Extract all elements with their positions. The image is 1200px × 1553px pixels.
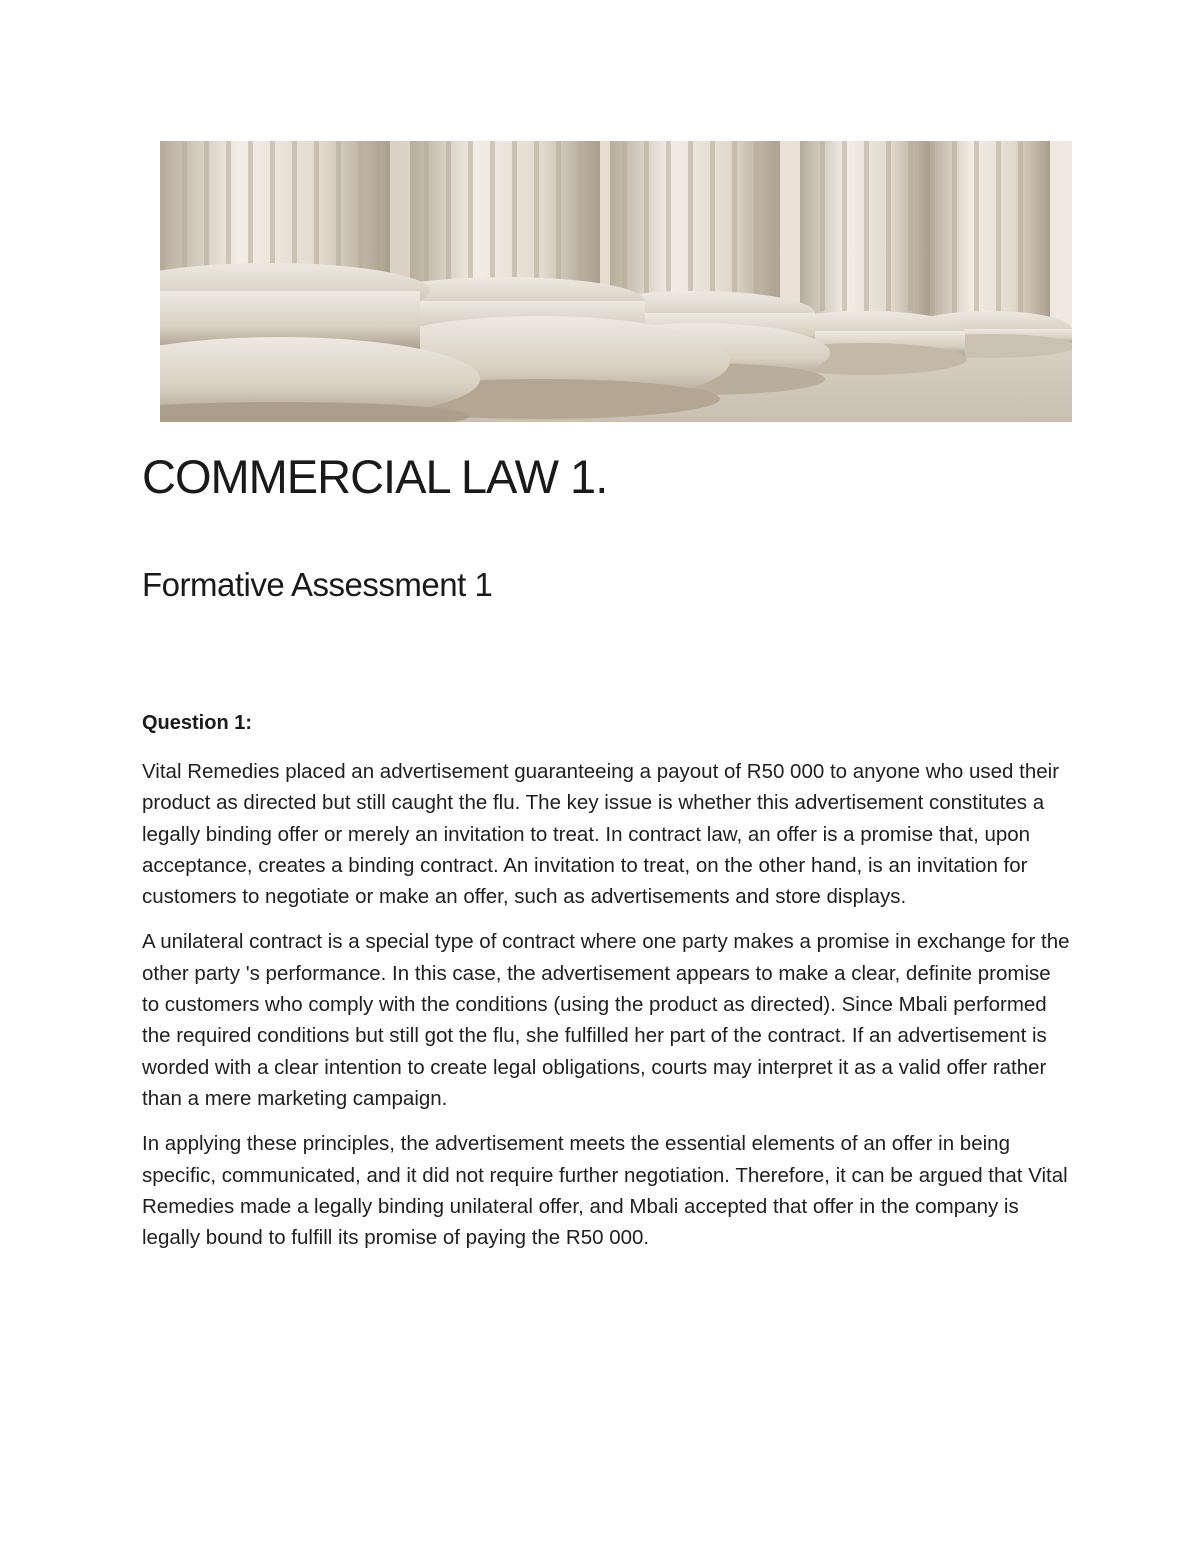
paragraph-1: Vital Remedies placed an advertisement guaranteeing a payout of R50 000 to anyone who used their product as directed but still caught the flu. The key issue is whether this advertisement constitutes a legally binding offer or merely an invitation to treat. In contract law, an offer is a promise that, upon acceptance, creates a binding contract. An invitation to treat, on the other hand, is an invitation for customers to negotiate or make an offer, such as advertisements and store displays. [142, 760, 1060, 909]
question-answer-body [142, 756, 1072, 1267]
marble-columns-image [160, 141, 1072, 422]
question-heading: Question 1: [142, 712, 253, 734]
document-subtitle: Formative Assessment 1 [142, 566, 493, 603]
paragraph-2: A unilateral contract is a special type of contract where one party makes a promise in exchange for the other party 's performance. In this case, the advertisement appears to make a clear, definite promise to customers who comply with the conditions (using the product as directed). Since Mbali performed the required conditions but still got the flu, she fulfilled her part of the contract. If an advertisement is worded with a clear intention to create legal obligations, courts may interpret it as a valid offer rather than a mere marketing campaign. [142, 930, 1070, 1110]
document-title: COMMERCIAL LAW 1. [142, 450, 608, 503]
paragraph-3: In applying these principles, the advertisement meets the essential elements of an offer in being specific, communicated, and it did not require further negotiation. Therefore, it can be argued that Vital Remedies made a legally binding unilateral offer, and Mbali accepted that offer in the company is legally bound to fulfill its promise of paying the R50 000. [142, 1132, 1068, 1250]
